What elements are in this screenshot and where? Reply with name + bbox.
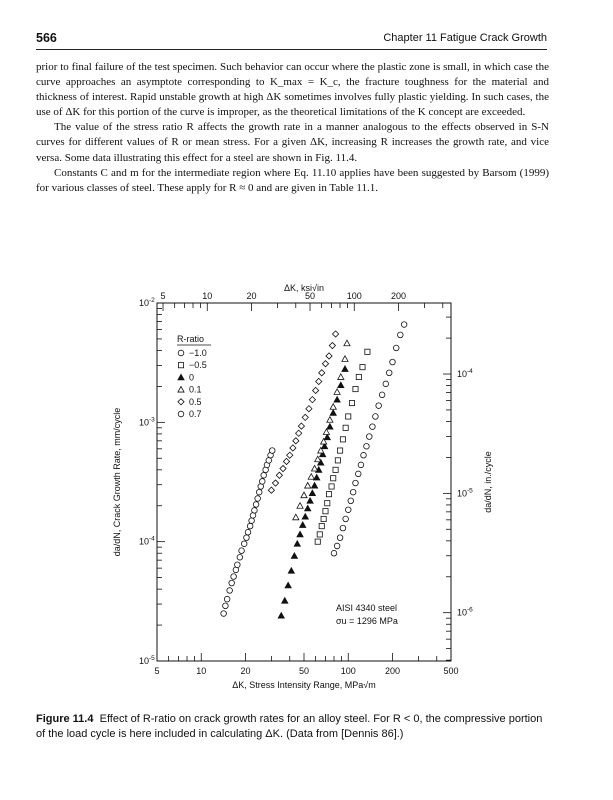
data-point-series-3 bbox=[330, 404, 336, 410]
data-point-series-5 bbox=[379, 392, 385, 398]
data-point-series-2 bbox=[300, 522, 306, 528]
y2-tick-label: $10^{-5}$ bbox=[457, 487, 473, 499]
data-point-series-1 bbox=[333, 467, 338, 472]
y2-tick-label: $10^{-4}$ bbox=[457, 368, 473, 380]
data-point-series-2 bbox=[307, 498, 313, 504]
legend-label: 0.5 bbox=[189, 396, 202, 407]
y2-tick-label: $10^{-6}$ bbox=[457, 606, 473, 618]
x-tick-label: 5 bbox=[154, 666, 160, 676]
legend-marker bbox=[178, 363, 183, 368]
data-point-series-0 bbox=[256, 489, 262, 495]
legend-marker bbox=[178, 374, 184, 380]
data-point-series-4 bbox=[302, 414, 308, 420]
data-point-series-1 bbox=[346, 414, 351, 419]
data-point-series-2 bbox=[338, 382, 344, 388]
data-point-series-5 bbox=[390, 359, 396, 365]
data-point-series-1 bbox=[340, 437, 345, 442]
data-point-series-3 bbox=[297, 503, 303, 509]
chart-annotation: AISI 4340 steel bbox=[336, 603, 398, 613]
x-tick-label: 50 bbox=[298, 666, 310, 676]
data-point-series-0 bbox=[221, 611, 227, 617]
data-point-series-3 bbox=[301, 492, 307, 498]
data-point-series-2 bbox=[342, 366, 348, 372]
data-point-series-0 bbox=[247, 523, 253, 529]
y-tick-label: $10^{-2}$ bbox=[139, 297, 155, 308]
data-point-series-3 bbox=[293, 514, 299, 520]
data-point-series-4 bbox=[293, 438, 299, 444]
data-point-series-2 bbox=[297, 531, 303, 537]
data-point-series-1 bbox=[343, 425, 348, 430]
x-tick-label: 100 bbox=[340, 666, 356, 676]
data-point-series-5 bbox=[340, 525, 346, 531]
data-point-series-3 bbox=[327, 417, 333, 423]
data-point-series-4 bbox=[319, 370, 325, 376]
data-point-series-4 bbox=[298, 423, 304, 429]
data-point-series-1 bbox=[319, 524, 324, 529]
x2-tick-label: 10 bbox=[202, 291, 213, 301]
data-point-series-4 bbox=[316, 378, 322, 384]
data-point-series-0 bbox=[259, 479, 265, 485]
data-point-series-2 bbox=[330, 410, 336, 416]
data-point-series-3 bbox=[334, 389, 340, 395]
data-point-series-5 bbox=[376, 403, 382, 409]
data-point-series-5 bbox=[393, 345, 399, 351]
paragraph-3: Constants C and m for the intermediate region where Eq. 11.10 applies have been suggested by Barsom (1999) for various classes of steel. These apply for R ≈ 0 and are given in Table 11.1. bbox=[36, 166, 549, 194]
data-point-series-5 bbox=[350, 489, 356, 495]
data-point-series-2 bbox=[278, 613, 284, 619]
data-point-series-3 bbox=[342, 356, 348, 362]
x-tick-label: 500 bbox=[443, 666, 459, 676]
data-point-series-1 bbox=[349, 400, 354, 405]
data-point-series-5 bbox=[370, 424, 376, 430]
data-point-series-1 bbox=[337, 448, 342, 453]
data-point-series-0 bbox=[224, 596, 230, 602]
x-tick-label: 20 bbox=[240, 666, 251, 676]
data-point-series-3 bbox=[308, 474, 314, 480]
x-axis-title: ΔK, Stress Intensity Range, MPa√m bbox=[232, 680, 376, 690]
data-point-series-4 bbox=[313, 387, 319, 393]
y-tick-label: $10^{-3}$ bbox=[139, 416, 155, 428]
data-point-series-2 bbox=[288, 568, 294, 574]
data-point-series-5 bbox=[386, 370, 392, 376]
data-point-series-5 bbox=[334, 543, 340, 549]
data-point-series-1 bbox=[356, 374, 361, 379]
x2-tick-label: 5 bbox=[160, 291, 166, 301]
data-point-series-5 bbox=[398, 332, 404, 338]
data-point-series-1 bbox=[323, 509, 328, 514]
data-point-series-0 bbox=[229, 580, 235, 586]
x-tick-label: 200 bbox=[384, 666, 401, 676]
data-point-series-0 bbox=[223, 603, 229, 609]
legend-marker bbox=[178, 387, 184, 393]
x2-tick-label: 20 bbox=[246, 291, 257, 301]
data-point-series-2 bbox=[285, 582, 291, 588]
legend-label: −0.5 bbox=[189, 360, 207, 371]
data-point-series-0 bbox=[231, 574, 237, 580]
data-point-series-0 bbox=[269, 448, 275, 454]
data-point-series-4 bbox=[280, 465, 286, 471]
legend-marker bbox=[178, 411, 184, 417]
data-point-series-4 bbox=[326, 353, 332, 359]
legend-label: 0 bbox=[189, 372, 195, 383]
data-point-series-0 bbox=[253, 502, 259, 508]
y-tick-label: $10^{-4}$ bbox=[139, 535, 155, 547]
x2-tick-label: 50 bbox=[305, 291, 316, 301]
data-point-series-5 bbox=[353, 480, 359, 486]
data-point-series-5 bbox=[383, 381, 389, 387]
data-point-series-2 bbox=[294, 541, 300, 547]
data-point-series-3 bbox=[311, 465, 317, 471]
data-point-series-0 bbox=[241, 541, 247, 547]
data-point-series-4 bbox=[287, 452, 293, 458]
y-tick-label: $10^{-5}$ bbox=[139, 655, 155, 666]
data-point-series-2 bbox=[282, 598, 288, 604]
data-point-series-2 bbox=[291, 553, 297, 559]
paragraph-1: prior to final failure of the test specimen. Such behavior can occur where the plastic zone is small, in which case the curve approaches an asymptote corresponding to K_max = K_c, the fracture toughness for the material and thickness of interest. Rapid unstable growth at high ΔK sometimes involves fully plastic yielding. In such cases, the use of ΔK for this portion of the curve is improper, as the theoretical limitations of the K concept are exceeded. bbox=[36, 61, 549, 119]
data-point-series-3 bbox=[323, 429, 329, 435]
figure-caption bbox=[36, 712, 549, 742]
data-point-series-4 bbox=[332, 331, 338, 337]
data-point-series-1 bbox=[325, 501, 330, 506]
data-point-series-2 bbox=[334, 397, 340, 403]
data-point-series-1 bbox=[321, 516, 326, 521]
data-point-series-0 bbox=[261, 472, 267, 478]
data-point-series-4 bbox=[296, 430, 302, 436]
data-point-series-1 bbox=[353, 386, 358, 391]
data-point-series-2 bbox=[309, 490, 315, 496]
data-point-series-4 bbox=[309, 397, 315, 403]
data-point-series-1 bbox=[360, 365, 365, 370]
legend-marker bbox=[178, 350, 184, 356]
data-point-series-3 bbox=[344, 340, 350, 346]
data-point-series-2 bbox=[327, 424, 333, 430]
data-point-series-5 bbox=[401, 322, 407, 328]
legend-marker bbox=[178, 399, 184, 405]
data-point-series-4 bbox=[290, 445, 296, 451]
data-point-series-1 bbox=[326, 492, 331, 497]
data-point-series-4 bbox=[272, 480, 278, 486]
page-number: 566 bbox=[36, 31, 57, 45]
data-point-series-1 bbox=[335, 458, 340, 463]
data-point-series-0 bbox=[237, 554, 243, 560]
data-point-series-5 bbox=[366, 434, 372, 440]
data-point-series-4 bbox=[283, 458, 289, 464]
data-point-series-1 bbox=[317, 532, 322, 537]
running-header: Chapter 11 Fatigue Crack Growth bbox=[383, 32, 547, 44]
data-point-series-4 bbox=[306, 406, 312, 412]
data-point-series-5 bbox=[355, 471, 361, 477]
data-point-series-5 bbox=[331, 550, 337, 556]
x2-tick-label: 200 bbox=[391, 291, 407, 301]
data-point-series-0 bbox=[249, 518, 255, 524]
legend-label: −1.0 bbox=[189, 348, 207, 358]
caption-text: Effect of R-ratio on crack growth rates for an alloy steel. For R < 0, the compressive portion of the load cycle is here included in calculating ΔK. (Data from [Dennis 86].) bbox=[36, 713, 543, 740]
data-point-series-1 bbox=[365, 349, 370, 354]
data-marks bbox=[221, 322, 407, 618]
data-point-series-3 bbox=[305, 483, 311, 489]
data-point-series-5 bbox=[358, 462, 364, 468]
axis-labels bbox=[112, 283, 493, 690]
x2-axis-title: ΔK, ksi√in bbox=[284, 283, 324, 293]
data-point-series-0 bbox=[245, 529, 251, 535]
data-point-series-2 bbox=[311, 483, 317, 489]
data-point-series-0 bbox=[244, 535, 250, 541]
data-point-series-1 bbox=[329, 484, 334, 489]
x2-tick-label: 100 bbox=[346, 291, 362, 301]
data-point-series-3 bbox=[338, 374, 344, 380]
data-point-series-2 bbox=[302, 514, 308, 520]
paragraph-2: The value of the stress ratio R affects the growth rate in a manner analogous to the effects observed in S-N curves for different values of R or mean stress. For a given ΔK, increasing R increases the growth rate, and vice versa. Some data illustrating this effect for a steel are shown in Fig. 11.4. bbox=[36, 121, 549, 164]
data-point-series-4 bbox=[276, 472, 282, 478]
data-point-series-0 bbox=[235, 562, 241, 568]
data-point-series-5 bbox=[343, 516, 349, 522]
y2-axis-title: da/dN, in./cycle bbox=[483, 451, 493, 513]
data-point-series-5 bbox=[337, 535, 343, 541]
data-point-series-2 bbox=[305, 505, 311, 511]
y-axis-title: da/dN, Crack Growth Rate, mm/cycle bbox=[112, 407, 122, 557]
data-point-series-5 bbox=[361, 452, 367, 458]
data-point-series-5 bbox=[345, 507, 351, 513]
legend-title: R-ratio bbox=[177, 334, 205, 344]
data-point-series-1 bbox=[315, 539, 320, 544]
data-point-series-4 bbox=[268, 487, 274, 493]
data-point-series-0 bbox=[239, 548, 245, 554]
caption-label: Figure 11.4 bbox=[36, 713, 94, 725]
data-point-series-5 bbox=[373, 414, 379, 420]
chart-annotation: σu = 1296 MPa bbox=[336, 616, 398, 626]
data-point-series-5 bbox=[348, 498, 354, 504]
data-point-series-0 bbox=[252, 508, 258, 514]
legend-label: 0.7 bbox=[189, 409, 202, 419]
legend-label: 0.1 bbox=[189, 384, 202, 395]
data-point-series-4 bbox=[329, 342, 335, 348]
data-point-series-5 bbox=[364, 443, 370, 449]
data-point-series-4 bbox=[322, 361, 328, 367]
data-point-series-0 bbox=[255, 496, 261, 502]
data-point-series-1 bbox=[331, 476, 336, 481]
x-tick-label: 10 bbox=[196, 666, 207, 676]
data-point-series-2 bbox=[324, 434, 330, 440]
data-point-series-0 bbox=[227, 588, 233, 594]
